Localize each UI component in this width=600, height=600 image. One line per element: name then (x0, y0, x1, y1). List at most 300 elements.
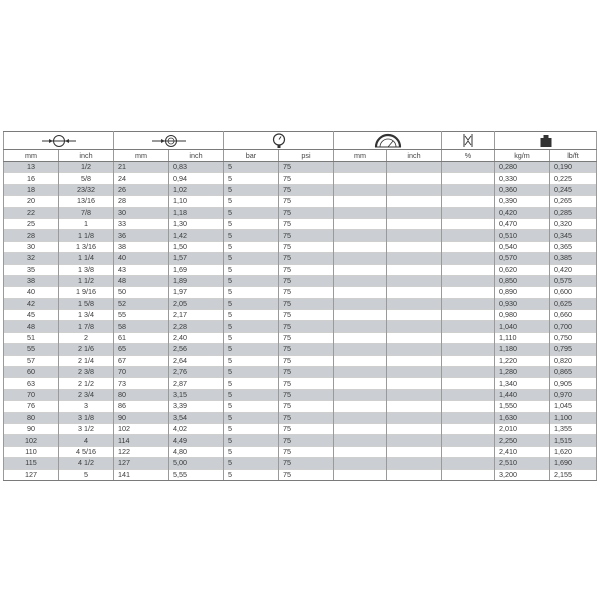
cell-radius-inch (387, 401, 442, 412)
cell-pressure-bar: 5 (224, 458, 279, 469)
cell-od-mm: 58 (114, 321, 169, 332)
cell-od-inch: 2,17 (169, 310, 224, 321)
cell-radius-inch (387, 287, 442, 298)
cell-id-mm: 60 (4, 367, 59, 378)
cell-od-inch: 3,15 (169, 389, 224, 400)
cell-pressure-bar: 5 (224, 378, 279, 389)
outer-diameter-header (114, 132, 224, 150)
cell-id-mm: 80 (4, 412, 59, 423)
table-row (4, 207, 597, 218)
cell-weight-kgm: 1,280 (495, 367, 550, 378)
cell-radius-mm (334, 435, 387, 446)
cell-od-mm: 122 (114, 446, 169, 457)
cell-id-mm: 51 (4, 332, 59, 343)
cell-weight-lbft: 1,690 (550, 458, 597, 469)
cell-weight-kgm: 1,180 (495, 344, 550, 355)
cell-id-inch: 2 1/6 (59, 344, 114, 355)
table-row (4, 241, 597, 252)
cell-radius-mm (334, 264, 387, 275)
cell-od-inch: 3,39 (169, 401, 224, 412)
cell-weight-lbft: 0,190 (550, 162, 597, 173)
cell-radius-mm (334, 218, 387, 229)
cell-weight-lbft: 1,045 (550, 401, 597, 412)
cell-pressure-psi: 75 (279, 321, 334, 332)
unit-weight-kgm: kg/m (495, 150, 550, 162)
cell-pressure-bar: 5 (224, 264, 279, 275)
cell-weight-lbft: 1,515 (550, 435, 597, 446)
cell-pressure-bar: 5 (224, 321, 279, 332)
table-row (4, 423, 597, 434)
cell-weight-kgm: 0,570 (495, 253, 550, 264)
cell-id-mm: 115 (4, 458, 59, 469)
unit-vacuum-percent: % (442, 150, 495, 162)
inner-diameter-header (4, 132, 114, 150)
cell-pressure-bar: 5 (224, 423, 279, 434)
cell-od-mm: 102 (114, 423, 169, 434)
table-row (4, 275, 597, 286)
cell-weight-lbft: 0,265 (550, 196, 597, 207)
vacuum-icon (462, 133, 474, 148)
cell-pressure-bar: 5 (224, 218, 279, 229)
cell-od-inch: 2,40 (169, 332, 224, 343)
cell-weight-lbft: 0,905 (550, 378, 597, 389)
cell-id-mm: 90 (4, 423, 59, 434)
cell-pressure-bar: 5 (224, 367, 279, 378)
table-body (4, 162, 597, 481)
cell-radius-mm (334, 321, 387, 332)
cell-id-mm: 102 (4, 435, 59, 446)
cell-weight-kgm: 3,200 (495, 469, 550, 480)
cell-radius-inch (387, 207, 442, 218)
cell-weight-lbft: 0,865 (550, 367, 597, 378)
cell-pressure-psi: 75 (279, 275, 334, 286)
cell-id-mm: 45 (4, 310, 59, 321)
table-row (4, 253, 597, 264)
cell-vacuum-percent (442, 275, 495, 286)
cell-weight-kgm: 2,410 (495, 446, 550, 457)
table-row (4, 218, 597, 229)
cell-vacuum-percent (442, 184, 495, 195)
cell-pressure-psi: 75 (279, 287, 334, 298)
cell-weight-kgm: 1,110 (495, 332, 550, 343)
cell-weight-kgm: 1,630 (495, 412, 550, 423)
cell-weight-kgm: 0,850 (495, 275, 550, 286)
cell-weight-lbft: 0,700 (550, 321, 597, 332)
table-row (4, 389, 597, 400)
cell-weight-kgm: 0,470 (495, 218, 550, 229)
cell-id-inch: 1 3/8 (59, 264, 114, 275)
cell-pressure-bar: 5 (224, 310, 279, 321)
cell-weight-kgm: 0,980 (495, 310, 550, 321)
table-row (4, 184, 597, 195)
unit-header-row (4, 150, 597, 162)
table-row (4, 378, 597, 389)
cell-od-mm: 43 (114, 264, 169, 275)
cell-id-inch: 3 1/8 (59, 412, 114, 423)
cell-id-inch: 1 3/4 (59, 310, 114, 321)
cell-radius-inch (387, 298, 442, 309)
cell-pressure-psi: 75 (279, 423, 334, 434)
cell-pressure-psi: 75 (279, 367, 334, 378)
cell-pressure-psi: 75 (279, 435, 334, 446)
cell-radius-inch (387, 423, 442, 434)
cell-od-inch: 1,97 (169, 287, 224, 298)
cell-vacuum-percent (442, 162, 495, 173)
cell-radius-inch (387, 173, 442, 184)
cell-od-mm: 30 (114, 207, 169, 218)
table-row (4, 264, 597, 275)
cell-od-inch: 4,49 (169, 435, 224, 446)
cell-pressure-bar: 5 (224, 275, 279, 286)
cell-pressure-bar: 5 (224, 344, 279, 355)
cell-pressure-psi: 75 (279, 298, 334, 309)
cell-vacuum-percent (442, 458, 495, 469)
cell-radius-inch (387, 344, 442, 355)
cell-od-inch: 2,56 (169, 344, 224, 355)
cell-id-mm: 28 (4, 230, 59, 241)
cell-weight-kgm: 0,540 (495, 241, 550, 252)
table-row (4, 458, 597, 469)
cell-od-inch: 1,42 (169, 230, 224, 241)
pressure-header (224, 132, 334, 150)
unit-weight-lbft: lb/ft (550, 150, 597, 162)
table-row (4, 435, 597, 446)
cell-weight-lbft: 0,365 (550, 241, 597, 252)
unit-pressure-bar: bar (224, 150, 279, 162)
cell-id-inch: 3 (59, 401, 114, 412)
table-row (4, 321, 597, 332)
cell-id-mm: 32 (4, 253, 59, 264)
cell-pressure-psi: 75 (279, 264, 334, 275)
cell-radius-mm (334, 412, 387, 423)
cell-weight-kgm: 0,360 (495, 184, 550, 195)
cell-pressure-psi: 75 (279, 378, 334, 389)
cell-od-mm: 67 (114, 355, 169, 366)
table-row (4, 332, 597, 343)
cell-radius-inch (387, 469, 442, 480)
pressure-gauge-icon (272, 133, 286, 148)
table-row (4, 298, 597, 309)
cell-od-inch: 1,02 (169, 184, 224, 195)
cell-weight-kgm: 0,620 (495, 264, 550, 275)
cell-pressure-psi: 75 (279, 207, 334, 218)
hose-spec-table (3, 131, 597, 481)
cell-id-mm: 70 (4, 389, 59, 400)
cell-radius-mm (334, 344, 387, 355)
cell-radius-inch (387, 412, 442, 423)
cell-weight-kgm: 0,930 (495, 298, 550, 309)
cell-pressure-psi: 75 (279, 310, 334, 321)
cell-radius-inch (387, 310, 442, 321)
cell-id-mm: 16 (4, 173, 59, 184)
cell-weight-lbft: 0,660 (550, 310, 597, 321)
cell-od-mm: 114 (114, 435, 169, 446)
cell-od-inch: 2,28 (169, 321, 224, 332)
cell-id-inch: 4 1/2 (59, 458, 114, 469)
cell-weight-kgm: 1,040 (495, 321, 550, 332)
cell-id-inch: 1/2 (59, 162, 114, 173)
cell-radius-inch (387, 218, 442, 229)
cell-id-inch: 1 5/8 (59, 298, 114, 309)
cell-od-mm: 21 (114, 162, 169, 173)
cell-vacuum-percent (442, 389, 495, 400)
cell-weight-kgm: 1,550 (495, 401, 550, 412)
cell-weight-lbft: 0,600 (550, 287, 597, 298)
cell-radius-mm (334, 275, 387, 286)
cell-radius-mm (334, 241, 387, 252)
cell-weight-lbft: 1,355 (550, 423, 597, 434)
cell-radius-inch (387, 389, 442, 400)
cell-od-mm: 80 (114, 389, 169, 400)
cell-pressure-psi: 75 (279, 173, 334, 184)
cell-radius-inch (387, 162, 442, 173)
cell-od-inch: 0,94 (169, 173, 224, 184)
cell-radius-mm (334, 423, 387, 434)
cell-weight-lbft: 1,100 (550, 412, 597, 423)
cell-id-mm: 35 (4, 264, 59, 275)
weight-header (495, 132, 597, 150)
cell-pressure-psi: 75 (279, 332, 334, 343)
cell-od-inch: 3,54 (169, 412, 224, 423)
cell-od-inch: 5,55 (169, 469, 224, 480)
table-row (4, 162, 597, 173)
cell-weight-kgm: 0,510 (495, 230, 550, 241)
inner-diameter-icon (41, 134, 77, 148)
unit-od-mm: mm (114, 150, 169, 162)
cell-id-inch: 1 1/8 (59, 230, 114, 241)
cell-od-mm: 38 (114, 241, 169, 252)
cell-weight-lbft: 0,320 (550, 218, 597, 229)
cell-vacuum-percent (442, 401, 495, 412)
cell-id-inch: 1 3/16 (59, 241, 114, 252)
table-row (4, 173, 597, 184)
cell-id-inch: 2 (59, 332, 114, 343)
table-row (4, 287, 597, 298)
cell-pressure-psi: 75 (279, 196, 334, 207)
cell-weight-lbft: 0,625 (550, 298, 597, 309)
cell-id-inch: 4 5/16 (59, 446, 114, 457)
cell-radius-mm (334, 173, 387, 184)
table-row (4, 196, 597, 207)
cell-radius-inch (387, 367, 442, 378)
cell-od-mm: 86 (114, 401, 169, 412)
cell-pressure-bar: 5 (224, 162, 279, 173)
cell-od-mm: 48 (114, 275, 169, 286)
cell-weight-kgm: 1,440 (495, 389, 550, 400)
cell-pressure-psi: 75 (279, 412, 334, 423)
cell-id-mm: 38 (4, 275, 59, 286)
cell-weight-lbft: 1,620 (550, 446, 597, 457)
cell-od-inch: 0,83 (169, 162, 224, 173)
cell-od-mm: 90 (114, 412, 169, 423)
cell-weight-lbft: 0,575 (550, 275, 597, 286)
cell-id-mm: 63 (4, 378, 59, 389)
cell-radius-mm (334, 184, 387, 195)
cell-radius-mm (334, 298, 387, 309)
cell-od-mm: 70 (114, 367, 169, 378)
cell-id-inch: 7/8 (59, 207, 114, 218)
cell-id-mm: 48 (4, 321, 59, 332)
cell-vacuum-percent (442, 241, 495, 252)
cell-vacuum-percent (442, 298, 495, 309)
cell-od-mm: 73 (114, 378, 169, 389)
cell-vacuum-percent (442, 264, 495, 275)
cell-radius-inch (387, 264, 442, 275)
cell-pressure-psi: 75 (279, 389, 334, 400)
cell-od-inch: 1,10 (169, 196, 224, 207)
cell-id-mm: 55 (4, 344, 59, 355)
cell-radius-mm (334, 310, 387, 321)
cell-od-mm: 40 (114, 253, 169, 264)
cell-radius-mm (334, 469, 387, 480)
table-row (4, 446, 597, 457)
cell-pressure-bar: 5 (224, 435, 279, 446)
cell-weight-lbft: 0,345 (550, 230, 597, 241)
cell-id-mm: 25 (4, 218, 59, 229)
cell-id-mm: 13 (4, 162, 59, 173)
cell-od-inch: 5,00 (169, 458, 224, 469)
cell-id-mm: 22 (4, 207, 59, 218)
cell-vacuum-percent (442, 423, 495, 434)
cell-weight-kgm: 1,340 (495, 378, 550, 389)
cell-vacuum-percent (442, 207, 495, 218)
cell-vacuum-percent (442, 321, 495, 332)
cell-pressure-psi: 75 (279, 344, 334, 355)
cell-pressure-bar: 5 (224, 207, 279, 218)
cell-vacuum-percent (442, 218, 495, 229)
cell-vacuum-percent (442, 230, 495, 241)
cell-id-inch: 4 (59, 435, 114, 446)
cell-pressure-bar: 5 (224, 253, 279, 264)
cell-radius-mm (334, 389, 387, 400)
table-row (4, 355, 597, 366)
cell-vacuum-percent (442, 287, 495, 298)
cell-pressure-bar: 5 (224, 401, 279, 412)
cell-od-inch: 2,05 (169, 298, 224, 309)
cell-weight-lbft: 0,970 (550, 389, 597, 400)
table-row (4, 344, 597, 355)
cell-od-inch: 1,89 (169, 275, 224, 286)
cell-id-mm: 42 (4, 298, 59, 309)
bend-radius-icon (374, 133, 402, 148)
cell-weight-lbft: 0,285 (550, 207, 597, 218)
cell-od-inch: 1,50 (169, 241, 224, 252)
cell-od-mm: 55 (114, 310, 169, 321)
cell-id-inch: 5 (59, 469, 114, 480)
weight-icon (539, 134, 553, 148)
cell-od-inch: 1,69 (169, 264, 224, 275)
cell-vacuum-percent (442, 332, 495, 343)
cell-radius-mm (334, 332, 387, 343)
cell-weight-kgm: 2,010 (495, 423, 550, 434)
cell-vacuum-percent (442, 469, 495, 480)
cell-weight-lbft: 0,420 (550, 264, 597, 275)
table-row (4, 469, 597, 480)
cell-radius-mm (334, 446, 387, 457)
cell-weight-kgm: 0,330 (495, 173, 550, 184)
cell-id-inch: 23/32 (59, 184, 114, 195)
cell-od-inch: 1,30 (169, 218, 224, 229)
cell-pressure-bar: 5 (224, 469, 279, 480)
table-row (4, 310, 597, 321)
cell-od-inch: 4,02 (169, 423, 224, 434)
table-row (4, 401, 597, 412)
cell-weight-lbft: 2,155 (550, 469, 597, 480)
cell-vacuum-percent (442, 378, 495, 389)
cell-pressure-psi: 75 (279, 469, 334, 480)
cell-radius-inch (387, 184, 442, 195)
cell-id-mm: 18 (4, 184, 59, 195)
cell-weight-kgm: 0,390 (495, 196, 550, 207)
cell-weight-lbft: 0,820 (550, 355, 597, 366)
cell-weight-kgm: 0,890 (495, 287, 550, 298)
cell-id-inch: 1 1/4 (59, 253, 114, 264)
cell-radius-mm (334, 196, 387, 207)
cell-id-inch: 13/16 (59, 196, 114, 207)
cell-radius-mm (334, 355, 387, 366)
cell-od-inch: 1,57 (169, 253, 224, 264)
cell-od-inch: 1,18 (169, 207, 224, 218)
cell-pressure-bar: 5 (224, 332, 279, 343)
cell-radius-mm (334, 367, 387, 378)
cell-radius-inch (387, 196, 442, 207)
cell-vacuum-percent (442, 196, 495, 207)
cell-radius-inch (387, 275, 442, 286)
cell-pressure-psi: 75 (279, 458, 334, 469)
cell-vacuum-percent (442, 367, 495, 378)
cell-od-mm: 52 (114, 298, 169, 309)
cell-id-inch: 5/8 (59, 173, 114, 184)
cell-radius-mm (334, 401, 387, 412)
unit-radius-mm: mm (334, 150, 387, 162)
cell-weight-kgm: 1,220 (495, 355, 550, 366)
cell-pressure-bar: 5 (224, 196, 279, 207)
cell-pressure-bar: 5 (224, 389, 279, 400)
cell-weight-kgm: 2,250 (495, 435, 550, 446)
unit-od-inch: inch (169, 150, 224, 162)
cell-vacuum-percent (442, 446, 495, 457)
cell-id-mm: 20 (4, 196, 59, 207)
cell-radius-inch (387, 435, 442, 446)
table-row (4, 367, 597, 378)
cell-radius-inch (387, 253, 442, 264)
cell-pressure-bar: 5 (224, 184, 279, 195)
cell-weight-lbft: 0,245 (550, 184, 597, 195)
cell-pressure-bar: 5 (224, 446, 279, 457)
cell-pressure-bar: 5 (224, 173, 279, 184)
cell-id-mm: 110 (4, 446, 59, 457)
cell-id-inch: 1 (59, 218, 114, 229)
cell-id-inch: 2 3/4 (59, 389, 114, 400)
cell-radius-inch (387, 458, 442, 469)
cell-od-mm: 61 (114, 332, 169, 343)
cell-id-inch: 2 3/8 (59, 367, 114, 378)
unit-radius-inch: inch (387, 150, 442, 162)
unit-pressure-psi: psi (279, 150, 334, 162)
cell-pressure-psi: 75 (279, 253, 334, 264)
cell-id-mm: 57 (4, 355, 59, 366)
cell-weight-kgm: 2,510 (495, 458, 550, 469)
cell-od-inch: 2,64 (169, 355, 224, 366)
cell-radius-mm (334, 207, 387, 218)
cell-pressure-psi: 75 (279, 230, 334, 241)
cell-od-mm: 65 (114, 344, 169, 355)
cell-radius-inch (387, 241, 442, 252)
cell-pressure-bar: 5 (224, 241, 279, 252)
cell-vacuum-percent (442, 344, 495, 355)
vacuum-header (442, 132, 495, 150)
cell-radius-mm (334, 287, 387, 298)
